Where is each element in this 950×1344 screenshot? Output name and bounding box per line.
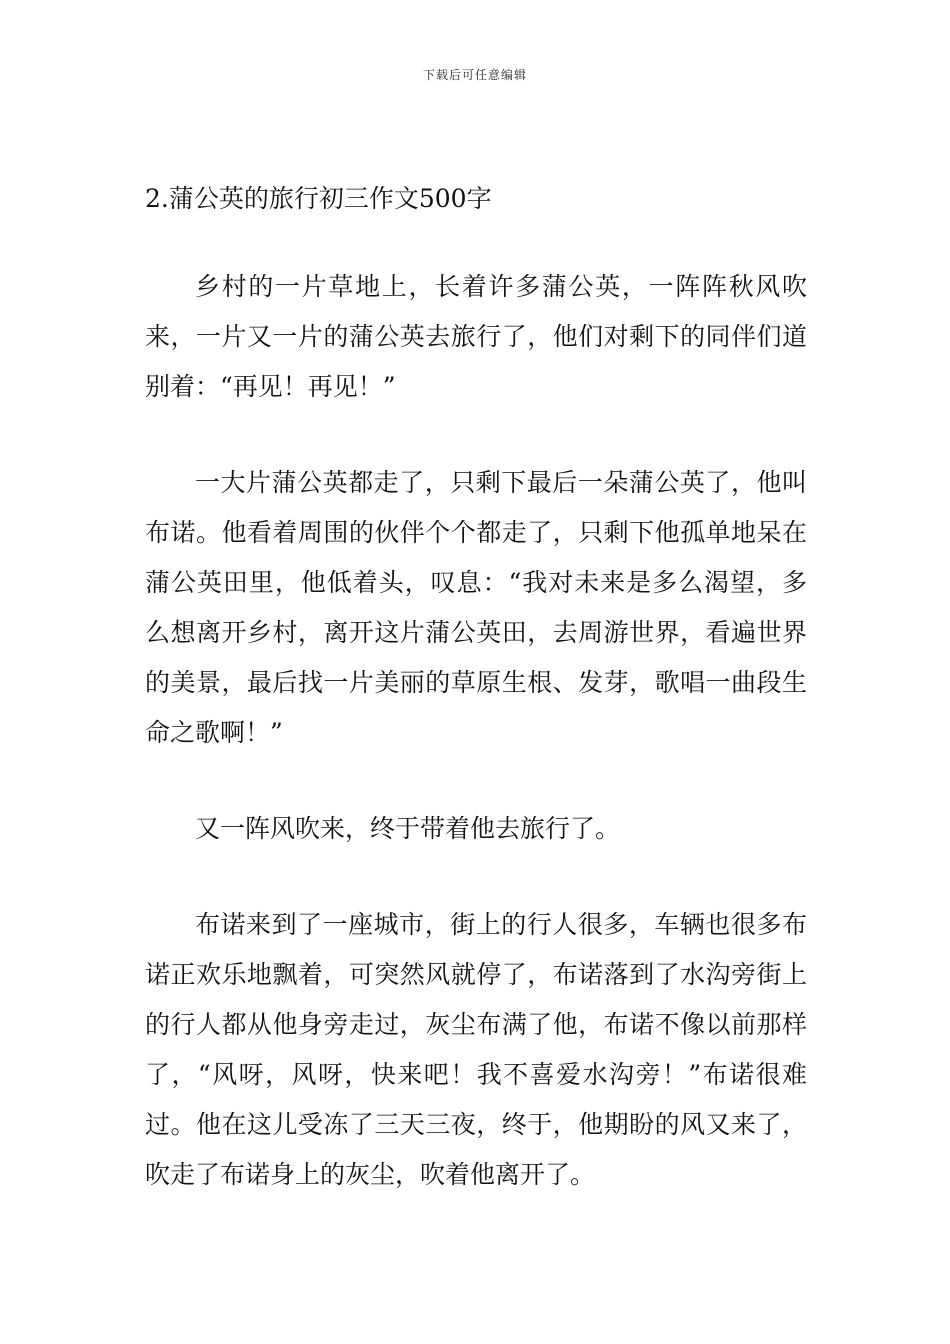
header-note: 下载后可任意编辑 [422, 68, 527, 82]
paragraph-3: 又一阵风吹来，终于带着他去旅行了。 [195, 814, 621, 843]
document-body [145, 262, 807, 1246]
document-title: 2.蒲公英的旅行初三作文500字 [145, 184, 492, 213]
paragraph-4: 布诺来到了一座城市，街上的行人很多，车辆也很多布诺正欢乐地飘着，可突然风就停了，布诺落到了水沟旁街上的行人都从他身旁走过，灰尘布满了他，布诺不像以前那样了，“风呀，风呀，快来吧！我不喜爱水沟旁！”布诺很难过。他在这儿受冻了三天三夜，终于，他期盼的风又来了，吹走了布诺身上的灰尘，吹着他离开了。 [145, 910, 807, 1189]
paragraph-2: 一大片蒲公英都走了，只剩下最后一朵蒲公英了，他叫布诺。他看着周围的伙伴个个都走了，只剩下他孤单地呆在蒲公英田里，他低着头，叹息：“我对未来是多么渴望，多么想离开乡村，离开这片蒲公英田，去周游世界，看遍世界的美景，最后找一片美丽的草原生根、发芽，歌唱一曲段生命之歌啊！” [145, 468, 807, 747]
paragraph-1: 乡村的一片草地上，长着许多蒲公英，一阵阵秋风吹来，一片又一片的蒲公英去旅行了，他们对剩下的同伴们道别着：“再见！再见！” [145, 272, 807, 401]
